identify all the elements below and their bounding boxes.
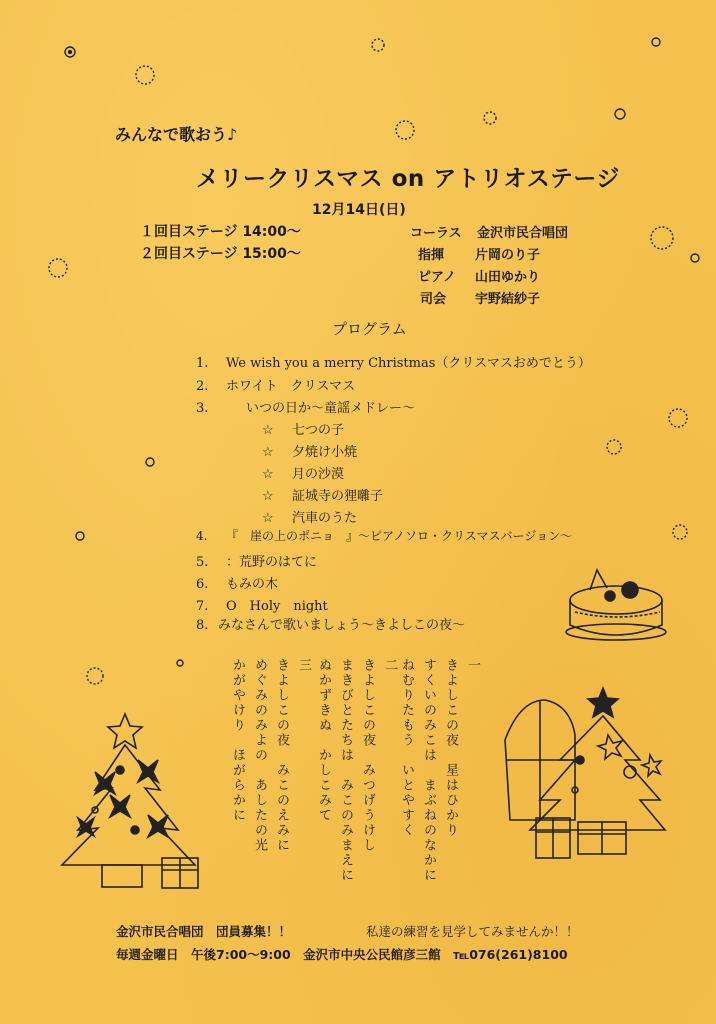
christmas-tree-left-icon — [62, 714, 198, 888]
christmas-cake-icon — [566, 570, 666, 640]
program-item: ☆ 七つの子 — [262, 423, 345, 438]
snowflake-icon — [691, 254, 699, 262]
program-item: ☆ 汽車のうた — [262, 511, 358, 526]
lyrics-verse-1: 一 きよしこの夜 星はひかり すくいのみこは まぶねのなかに ねむりたもう いとやすく — [399, 658, 480, 883]
lyrics-verse-3: 三 きよしこの夜 みこのえみに めぐみのみよの あしたの光 かがやけり ほがらかに — [230, 658, 311, 853]
snowflake-icon — [146, 458, 154, 466]
snowflake-icon — [396, 121, 414, 139]
program-item: 1. We wish you a merry Christmas（クリスマスおめでとう） — [196, 356, 591, 371]
program-item: ☆ 証城寺の狸囃子 — [262, 489, 384, 504]
stage-time-1: １回目ステージ 14:00〜 — [140, 224, 301, 240]
program-item: 4. 『 崖の上のポニョ 』〜ピアノソロ・クリスマスバージョン〜 — [196, 529, 573, 543]
recruit-text: 金沢市民合唱団 団員募集！！ — [116, 924, 292, 939]
performer-value-mc: 宇野結紗子 — [475, 292, 541, 307]
snowflake-icon — [49, 259, 67, 277]
program-item: 6. もみの木 — [196, 577, 279, 592]
performer-label-chorus: コーラス — [410, 226, 462, 241]
program-title: プログラム — [332, 320, 407, 338]
practice-info: 毎週金曜日 午後7:00〜9:00 金沢市中央公民館彦三館 ℡076(261)8100 — [116, 947, 568, 962]
snowflake-icon — [484, 112, 496, 124]
invite-text: 私達の練習を見学してみませんか！！ — [366, 924, 579, 939]
program-item: 8. みなさんで歌いましょう〜きよしこの夜〜 — [196, 618, 466, 633]
flyer-title: メリークリスマス on アトリオステージ — [196, 166, 620, 192]
snowflake-icon — [652, 38, 660, 46]
performer-label-conductor: 指揮 — [418, 248, 445, 263]
performer-value-conductor: 片岡のり子 — [475, 248, 541, 263]
snowflake-icon — [673, 525, 687, 539]
snowflake-icon — [177, 660, 183, 666]
snowflake-icon — [76, 532, 84, 540]
snowflake-icon — [372, 39, 384, 51]
snowflake-icon — [669, 409, 687, 427]
program-item: 2. ホワイト クリスマス — [196, 379, 356, 394]
snowflake-icon — [615, 109, 625, 119]
performer-label-mc: 司会 — [420, 292, 447, 307]
program-item: ☆ 夕焼け小焼 — [262, 445, 358, 460]
program-item: 3. いつの日か〜童謡メドレー〜 — [196, 401, 416, 416]
christmas-tree-right-icon — [505, 688, 665, 858]
performer-label-piano: ピアノ — [418, 270, 456, 285]
performer-value-chorus: 金沢市民合唱団 — [477, 226, 569, 241]
event-date: 12月14日(日) — [312, 202, 406, 218]
snowflake-icon — [87, 668, 103, 684]
program-item: 7. O Holy night — [196, 599, 328, 614]
flyer-subtitle: みんなで歌おう♪ — [115, 125, 238, 144]
lyrics-verse-2: 二 きよしこの夜 みつげうけし まきびとたちは みこのみまえに ぬかずきぬ かしこみて — [316, 658, 397, 883]
program-item: 5. ：荒野のはてに — [196, 555, 318, 570]
snowflake-icon — [136, 66, 154, 84]
snowflake-icon — [651, 227, 673, 249]
snowflake-icon — [607, 440, 621, 454]
program-item: ☆ 月の沙漠 — [262, 467, 345, 482]
performer-value-piano: 山田ゆかり — [475, 270, 541, 285]
stage-time-2: ２回目ステージ 15:00〜 — [140, 246, 301, 262]
snowflake-icon — [65, 47, 75, 57]
